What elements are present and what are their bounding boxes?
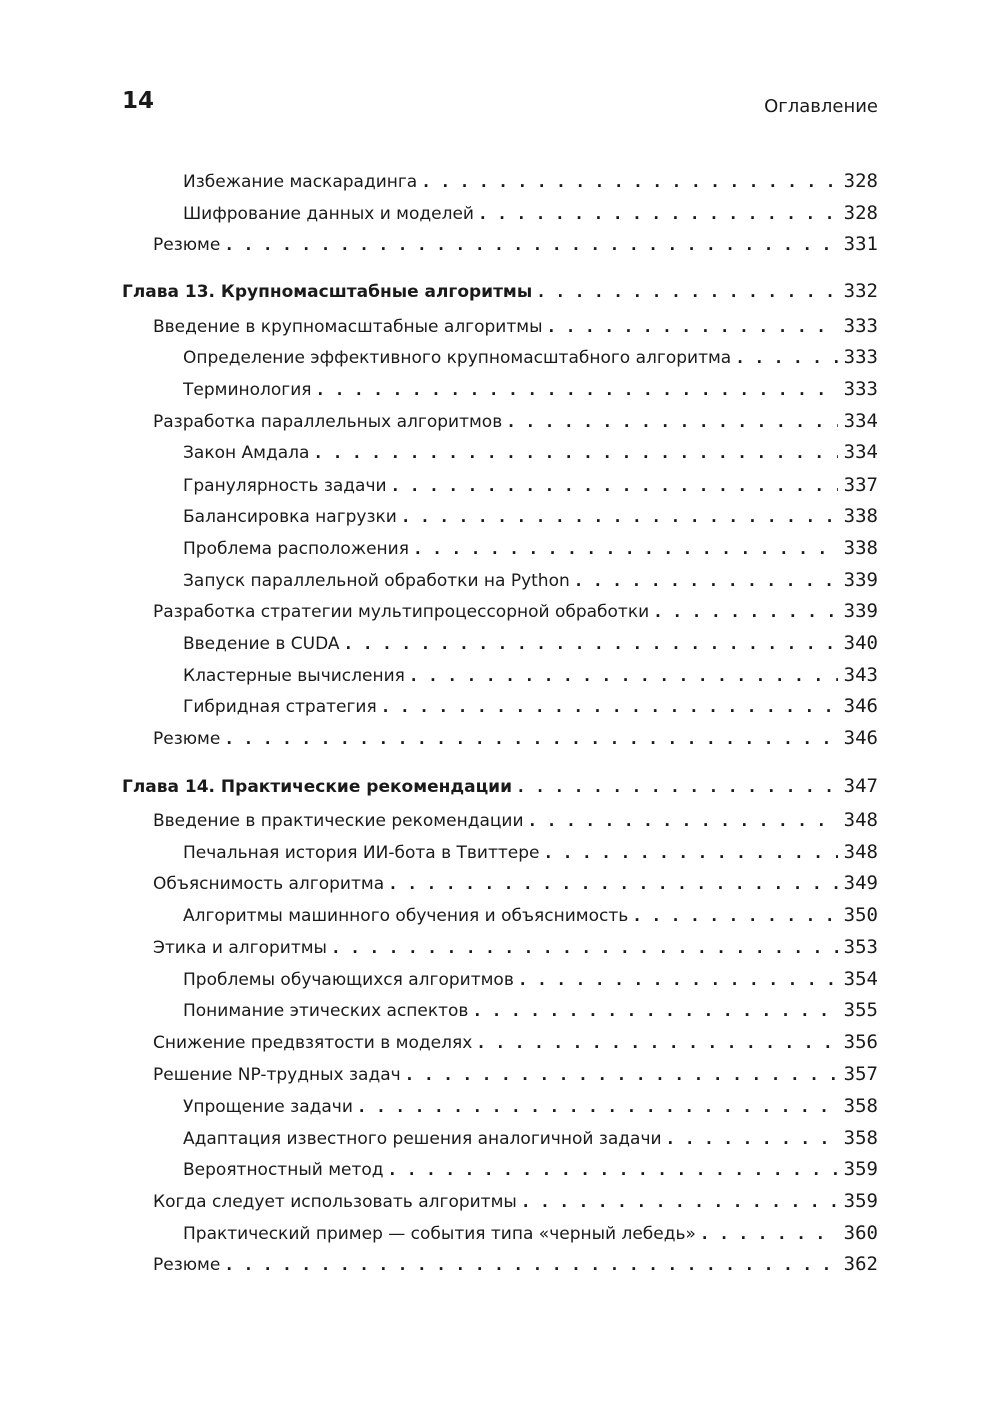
dot-leader bbox=[472, 996, 837, 1026]
toc-entry-page: 356 bbox=[843, 1031, 878, 1053]
toc-entry-title: Введение в крупномасштабные алгоритмы bbox=[153, 317, 543, 337]
dot-leader bbox=[544, 838, 838, 868]
dot-leader bbox=[421, 167, 837, 197]
toc-entry-title: Проблема расположения bbox=[183, 539, 409, 559]
toc-entry-page: 349 bbox=[843, 872, 878, 894]
dot-leader bbox=[528, 806, 838, 836]
toc-entry-title: Терминология bbox=[183, 380, 312, 400]
toc-entry bbox=[122, 932, 878, 962]
toc-entry-page: 353 bbox=[843, 936, 878, 958]
toc-entry-page: 346 bbox=[843, 695, 878, 717]
dot-leader bbox=[388, 1155, 838, 1185]
dot-leader bbox=[574, 566, 838, 596]
toc-entry-page: 333 bbox=[843, 378, 878, 400]
toc-entry bbox=[122, 1059, 878, 1089]
toc-entry bbox=[122, 1091, 878, 1121]
toc-entry bbox=[122, 964, 878, 994]
dot-leader bbox=[224, 230, 837, 260]
toc-entry bbox=[122, 660, 878, 690]
dot-leader bbox=[313, 438, 837, 468]
dot-leader bbox=[547, 312, 838, 342]
toc-entry-page: 337 bbox=[843, 474, 878, 496]
dot-leader bbox=[536, 277, 837, 307]
toc-entry-title: Балансировка нагрузки bbox=[183, 507, 397, 527]
toc-entry-title: Адаптация известного решения аналогичной задачи bbox=[183, 1129, 662, 1149]
toc-entry-page: 350 bbox=[843, 904, 878, 926]
toc-entry bbox=[122, 900, 878, 930]
toc-entry-page: 338 bbox=[843, 505, 878, 527]
toc-entry-page: 359 bbox=[843, 1158, 878, 1180]
toc-entry-page: 343 bbox=[843, 664, 878, 686]
toc-entry-page: 348 bbox=[843, 841, 878, 863]
dot-leader bbox=[381, 692, 838, 722]
toc-entry-page: 347 bbox=[843, 775, 878, 797]
toc-entry-page: 334 bbox=[843, 410, 878, 432]
toc-entry-title: Понимание этических аспектов bbox=[183, 1001, 469, 1021]
toc-entry-title: Упрощение задачи bbox=[183, 1097, 353, 1117]
toc-entry bbox=[122, 691, 878, 721]
toc-entry-title: Вероятностный метод bbox=[183, 1160, 384, 1180]
toc-entry bbox=[122, 406, 878, 436]
dot-leader bbox=[516, 772, 838, 802]
toc-entry-title: Резюме bbox=[153, 1255, 221, 1275]
dot-leader bbox=[401, 502, 838, 532]
dot-leader bbox=[344, 629, 838, 659]
running-title: Оглавление bbox=[764, 96, 878, 117]
dot-leader bbox=[391, 471, 838, 501]
toc-entry-page: 346 bbox=[843, 727, 878, 749]
toc-entry bbox=[122, 868, 878, 898]
toc-entry bbox=[122, 1249, 878, 1279]
toc-entry bbox=[122, 311, 878, 341]
toc-entry-page: 338 bbox=[843, 537, 878, 559]
toc-entry-title: Гранулярность задачи bbox=[183, 476, 387, 496]
toc-entry bbox=[122, 628, 878, 658]
toc-entry-title: Кластерные вычисления bbox=[183, 666, 405, 686]
dot-leader bbox=[506, 407, 837, 437]
toc-entry-page: 358 bbox=[843, 1127, 878, 1149]
toc-entry-page: 339 bbox=[843, 569, 878, 591]
toc-entry-title: Снижение предвзятости в моделях bbox=[153, 1033, 473, 1053]
toc-entry-title: Разработка параллельных алгоритмов bbox=[153, 412, 503, 432]
page-number: 14 bbox=[122, 88, 155, 114]
dot-leader bbox=[700, 1219, 838, 1249]
toc-entry bbox=[122, 1186, 878, 1216]
toc-chapter-entry bbox=[122, 771, 878, 801]
dot-leader bbox=[405, 1060, 838, 1090]
toc-entry bbox=[122, 533, 878, 563]
toc-entry bbox=[122, 995, 878, 1025]
toc-entry bbox=[122, 198, 878, 228]
toc-entry-page: 333 bbox=[843, 346, 878, 368]
toc-entry-page: 358 bbox=[843, 1095, 878, 1117]
toc-entry-page: 348 bbox=[843, 809, 878, 831]
toc-entry bbox=[122, 374, 878, 404]
toc-entry-title: Объяснимость алгоритма bbox=[153, 874, 385, 894]
toc-entry bbox=[122, 837, 878, 867]
toc-entry bbox=[122, 470, 878, 500]
toc-entry-page: 357 bbox=[843, 1063, 878, 1085]
dot-leader bbox=[521, 1187, 838, 1217]
toc-entry-page: 339 bbox=[843, 600, 878, 622]
toc-entry-title: Практический пример — события типа «черный лебедь» bbox=[183, 1224, 696, 1244]
toc-entry-title: Этика и алгоритмы bbox=[153, 938, 327, 958]
toc-entry-title: Когда следует использовать алгоритмы bbox=[153, 1192, 517, 1212]
toc-entry-page: 359 bbox=[843, 1190, 878, 1212]
toc-entry-title: Решение NP-трудных задач bbox=[153, 1065, 401, 1085]
toc-entry bbox=[122, 342, 878, 372]
toc-chapter-entry bbox=[122, 276, 878, 306]
toc-entry bbox=[122, 1218, 878, 1248]
toc-entry-page: 332 bbox=[843, 280, 878, 302]
toc-entry-title: Печальная история ИИ-бота в Твиттере bbox=[183, 843, 540, 863]
toc-entry bbox=[122, 1027, 878, 1057]
toc-entry-title: Закон Амдала bbox=[183, 443, 310, 463]
toc-entry-page: 355 bbox=[843, 999, 878, 1021]
toc-entry bbox=[122, 166, 878, 196]
dot-leader bbox=[331, 933, 838, 963]
dot-leader bbox=[518, 965, 838, 995]
dot-leader bbox=[316, 375, 838, 405]
dot-leader bbox=[476, 1028, 837, 1058]
toc-entry bbox=[122, 723, 878, 753]
toc-entry-title: Резюме bbox=[153, 729, 221, 749]
dot-leader bbox=[653, 597, 838, 627]
dot-leader bbox=[388, 869, 838, 899]
dot-leader bbox=[224, 1250, 837, 1280]
toc-entry-title: Запуск параллельной обработки на Python bbox=[183, 571, 570, 591]
toc-entry bbox=[122, 229, 878, 259]
toc-entry-title: Глава 14. Практические рекомендации bbox=[122, 777, 512, 797]
toc-entry-title: Шифрование данных и моделей bbox=[183, 204, 474, 224]
toc-entry-title: Алгоритмы машинного обучения и объяснимость bbox=[183, 906, 629, 926]
toc-entry-title: Избежание маскарадинга bbox=[183, 172, 418, 192]
toc-entry-page: 331 bbox=[843, 233, 878, 255]
toc-entry-title: Введение в практические рекомендации bbox=[153, 811, 524, 831]
toc-entry bbox=[122, 1123, 878, 1153]
toc-entry-title: Проблемы обучающихся алгоритмов bbox=[183, 970, 514, 990]
toc-entry-title: Резюме bbox=[153, 235, 221, 255]
toc-entry-page: 334 bbox=[843, 441, 878, 463]
toc-entry-title: Глава 13. Крупномасштабные алгоритмы bbox=[122, 282, 533, 302]
toc-entry-title: Разработка стратегии мультипроцессорной обработки bbox=[153, 602, 650, 622]
dot-leader bbox=[224, 724, 837, 754]
dot-leader bbox=[666, 1124, 838, 1154]
toc-entry-page: 328 bbox=[843, 202, 878, 224]
toc-entry-page: 362 bbox=[843, 1253, 878, 1275]
toc-entry-title: Определение эффективного крупномасштабного алгоритма bbox=[183, 348, 732, 368]
dot-leader bbox=[632, 901, 837, 931]
toc-entry bbox=[122, 501, 878, 531]
toc-entry-page: 340 bbox=[843, 632, 878, 654]
dot-leader bbox=[357, 1092, 838, 1122]
dot-leader bbox=[409, 661, 838, 691]
toc-entry-page: 360 bbox=[843, 1222, 878, 1244]
toc-entry bbox=[122, 805, 878, 835]
toc-entry-page: 328 bbox=[843, 170, 878, 192]
toc-entry-page: 354 bbox=[843, 968, 878, 990]
dot-leader bbox=[735, 343, 837, 373]
toc-entry-page: 333 bbox=[843, 315, 878, 337]
toc-entry bbox=[122, 565, 878, 595]
dot-leader bbox=[478, 199, 838, 229]
dot-leader bbox=[413, 534, 838, 564]
toc-entry-title: Введение в CUDA bbox=[183, 634, 340, 654]
toc-entry bbox=[122, 596, 878, 626]
toc-entry bbox=[122, 437, 878, 467]
toc-entry bbox=[122, 1154, 878, 1184]
toc-entry-title: Гибридная стратегия bbox=[183, 697, 377, 717]
